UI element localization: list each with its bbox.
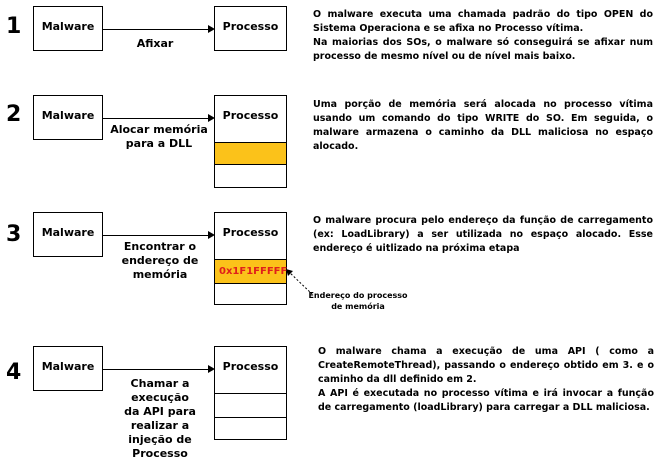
arrow	[103, 369, 211, 370]
process-label: Processo	[222, 226, 279, 239]
allocated-memory	[215, 259, 286, 283]
arrow	[103, 118, 211, 119]
process-segment	[215, 164, 286, 188]
process-box	[214, 212, 287, 305]
process-label: Processo	[222, 109, 279, 122]
description-line: Na maiorias dos SOs, o malware só conseguirá se afixar num processo de mesmo nível ou de nível mais baixo.	[313, 37, 653, 62]
process-segment	[215, 283, 286, 305]
malware-box	[33, 6, 103, 51]
step-description	[318, 345, 654, 415]
process-label: Processo	[222, 360, 279, 373]
action-label: Chamar a execução da API para realizar a injeção de Processo	[124, 377, 196, 460]
malware-box	[33, 95, 103, 140]
step-number: 2	[6, 102, 22, 127]
process-box	[214, 6, 287, 51]
malware-box	[33, 346, 103, 391]
description-line: A API é executada no processo vítima e irá invocar a função de carregamento (loadLibrary) para carregar a DLL maliciosa.	[318, 388, 654, 413]
malware-label: Malware	[41, 109, 95, 122]
malware-label: Malware	[41, 360, 95, 373]
action-label: Afixar	[136, 37, 174, 50]
process-segment	[215, 417, 286, 440]
process-label: Processo	[222, 20, 279, 33]
action-label: Encontrar o endereço de memória	[121, 240, 199, 281]
process-box	[214, 346, 287, 440]
description-line: O malware chama a execução de uma API ( como a CreateRemoteThread), passando o endereço obtido em 3. e o caminho da dll definido em 2.	[318, 346, 654, 385]
description-line: Uma porção de memória será alocada no processo vítima usando um comando do tipo WRITE do SO. Em seguida, o malware armazena o caminho da DLL maliciosa no espaço alocado.	[313, 99, 653, 152]
callout-label: Endereço do processo de memória	[308, 291, 408, 311]
step-number: 4	[6, 360, 22, 385]
arrow	[103, 235, 211, 236]
process-box	[214, 95, 287, 188]
arrow	[103, 29, 211, 30]
memory-address: 0x1F1FFFFF	[219, 266, 288, 277]
process-segment	[215, 393, 286, 417]
description-line: O malware procura pelo endereço da função de carregamento (ex: LoadLibrary) a ser utilizada no espaço alocado. Esse endereço é uitlizado na próxima etapa	[313, 215, 653, 254]
malware-label: Malware	[41, 20, 95, 33]
step-number: 1	[6, 14, 22, 39]
description-line: O malware executa uma chamada padrão do tipo OPEN do Sistema Operaciona e se afixa no Processo vítima.	[313, 9, 653, 34]
allocated-memory	[215, 142, 286, 164]
step-number: 3	[6, 222, 22, 247]
step-description	[313, 98, 653, 154]
step-description	[313, 8, 653, 64]
malware-label: Malware	[41, 226, 95, 239]
step-description	[313, 214, 653, 256]
malware-box	[33, 212, 103, 257]
action-label: Alocar memória para a DLL	[110, 123, 208, 150]
